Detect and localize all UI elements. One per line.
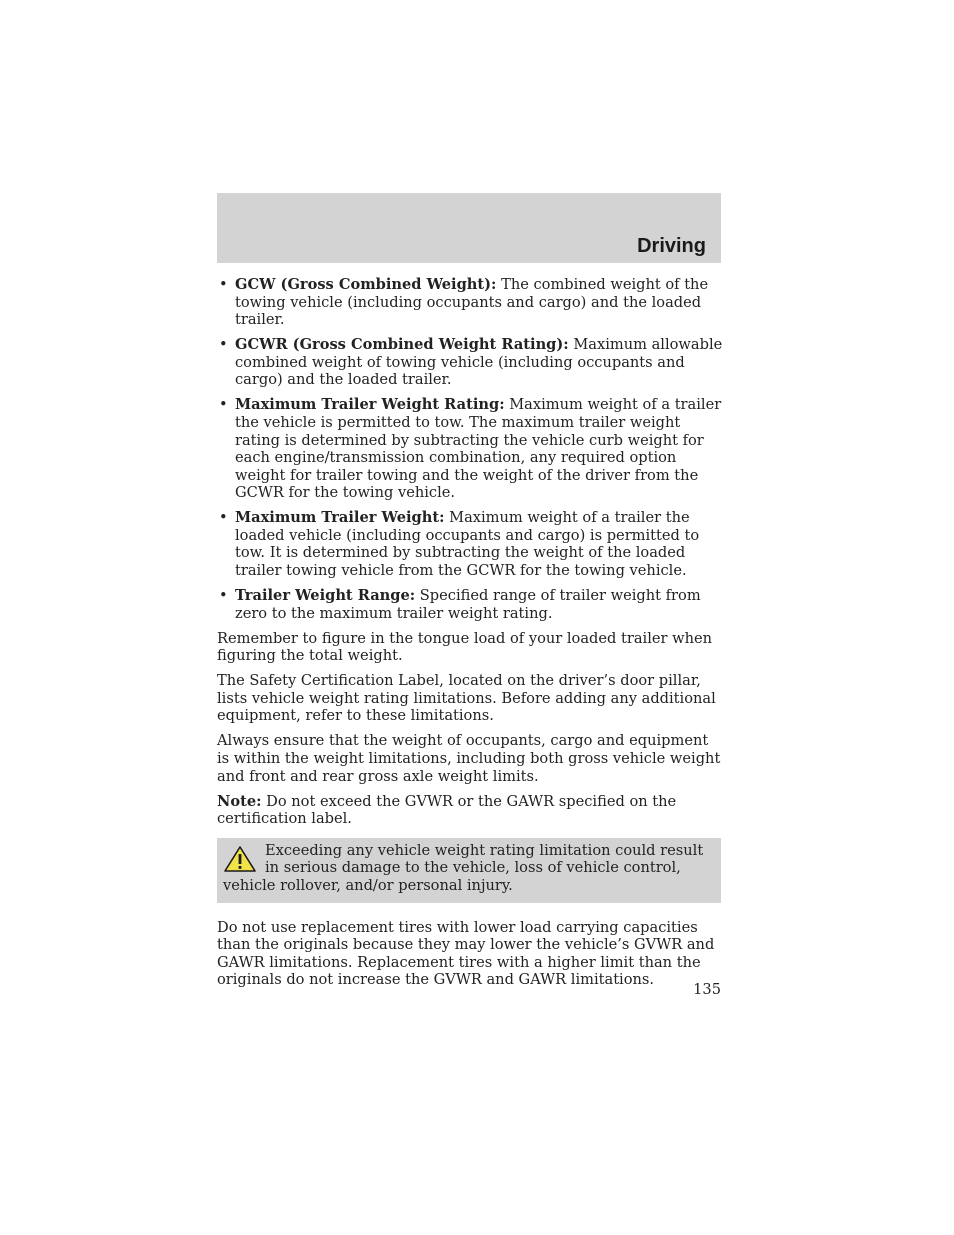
definition-item [217,276,723,329]
definition-list [217,276,723,622]
definition-text: Maximum allowable combined weight of towing vehicle (including occupants and cargo) and the loaded trailer. [235,336,723,389]
section-title: Driving [637,235,706,257]
definition-text: Maximum weight of a trailer the vehicle is permitted to tow. The maximum trailer weight rating is determined by subtracting the vehicle curb weight for each engine/transmission combination, any required option weight for trailer towing and the weight of the driver from the GCWR for the towing vehicle. [235,396,722,502]
note-paragraph [217,793,723,828]
definition-item [217,336,723,389]
warning-box [217,838,721,903]
warning-text: Exceeding any vehicle weight rating limitation could result in serious damage to the vehicle, loss of vehicle control, vehicle rollover, and/or personal injury. [223,841,704,894]
body-paragraph: Always ensure that the weight of occupants, cargo and equipment is within the weight limitations, including both gross vehicle weight and front and rear gross axle weight limits. [217,732,721,785]
definition-item [217,587,723,622]
definition-text: Maximum weight of a trailer the loaded vehicle (including occupants and cargo) is permitted to tow. It is determined by subtracting the weight of the loaded trailer towing vehicle from the GCWR for the towing vehicle. [235,509,700,580]
definition-term: Maximum Trailer Weight Rating: [235,396,505,414]
section-header-band [217,193,721,263]
page-number: 135 [693,981,721,998]
closing-paragraph: Do not use replacement tires with lower load carrying capacities than the originals because they may lower the vehicle’s GVWR and GAWR limitations. Replacement tires with a higher limit than the originals do not increase the GVWR and GAWR limitations. [217,918,715,989]
definition-item [217,396,723,502]
definition-term: Maximum Trailer Weight: [235,509,445,527]
definition-item [217,509,723,579]
body-paragraph: Remember to figure in the tongue load of your loaded trailer when figuring the total weight. [217,629,713,665]
definition-text: Specified range of trailer weight from zero to the maximum trailer weight rating. [235,587,701,622]
note-text: Do not exceed the GVWR or the GAWR specified on the certification label. [217,792,677,828]
body-paragraph: The Safety Certification Label, located on the driver’s door pillar, lists vehicle weight rating limitations. Before adding any additional equipment, refer to these limitations. [217,672,716,725]
definition-term: GCWR (Gross Combined Weight Rating): [235,336,569,354]
page-content [217,276,723,989]
definition-term: GCW (Gross Combined Weight): [235,276,497,293]
note-label: Note: [217,792,262,810]
definition-term: Trailer Weight Range: [235,587,416,605]
warning-triangle-icon [223,845,257,873]
definition-text: The combined weight of the towing vehicle (including occupants and cargo) and the loaded trailer. [235,276,709,329]
